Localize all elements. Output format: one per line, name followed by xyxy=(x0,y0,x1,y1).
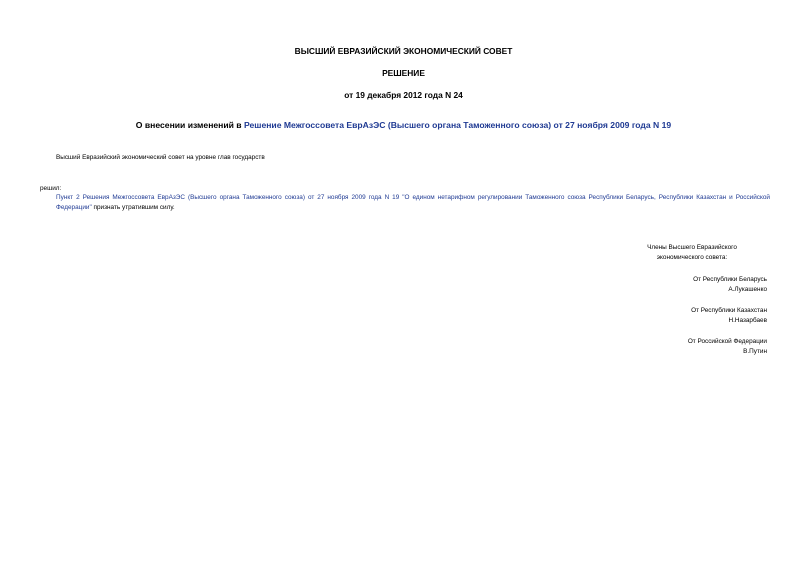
members-line-1: Члены Высшего Евразийского xyxy=(647,244,737,251)
document-type: РЕШЕНИЕ xyxy=(382,68,425,78)
decision-paragraph xyxy=(56,193,770,213)
belarus-name: А.Лукашенко xyxy=(728,285,767,293)
subject-prefix: О внесении изменений в xyxy=(135,120,244,130)
document-subject xyxy=(0,120,807,130)
decided-label: решил: xyxy=(40,185,62,192)
signature-kazakhstan xyxy=(567,306,767,325)
kazakhstan-name: Н.Назарбаев xyxy=(728,316,767,324)
signature-russia xyxy=(567,337,767,356)
paragraph-link[interactable]: Пункт 2 Решения Межгоссовета ЕврАзЭС (Высшего органа Таможенного союза) от 27 ноября 2009 года N 19 "О едином нетарифном регулировании Таможенного союза Республики Беларусь, Республики Казахстан и Российской Федерации" xyxy=(56,194,770,211)
members-line-2: экономического совета: xyxy=(656,253,728,261)
signatures-members xyxy=(617,243,767,262)
russia-name: В.Путин xyxy=(743,347,767,355)
document-date: от 19 декабря 2012 года N 24 xyxy=(344,90,463,100)
subject-link[interactable]: Решение Межгоссовета ЕврАзЭС (Высшего органа Таможенного союза) от 27 ноября 2009 года N 19 xyxy=(243,120,672,130)
belarus-from: От Республики Беларусь xyxy=(693,276,767,283)
signature-belarus xyxy=(567,275,767,294)
council-title: ВЫСШИЙ ЕВРАЗИЙСКИЙ ЭКОНОМИЧЕСКИЙ СОВЕТ xyxy=(294,46,513,56)
preamble-text: Высший Евразийский экономический совет на уровне глав государств xyxy=(56,154,265,161)
russia-from: От Российской Федерации xyxy=(687,338,767,345)
kazakhstan-from: От Республики Казахстан xyxy=(691,307,767,314)
paragraph-tail: признать утратившим силу. xyxy=(91,204,175,211)
